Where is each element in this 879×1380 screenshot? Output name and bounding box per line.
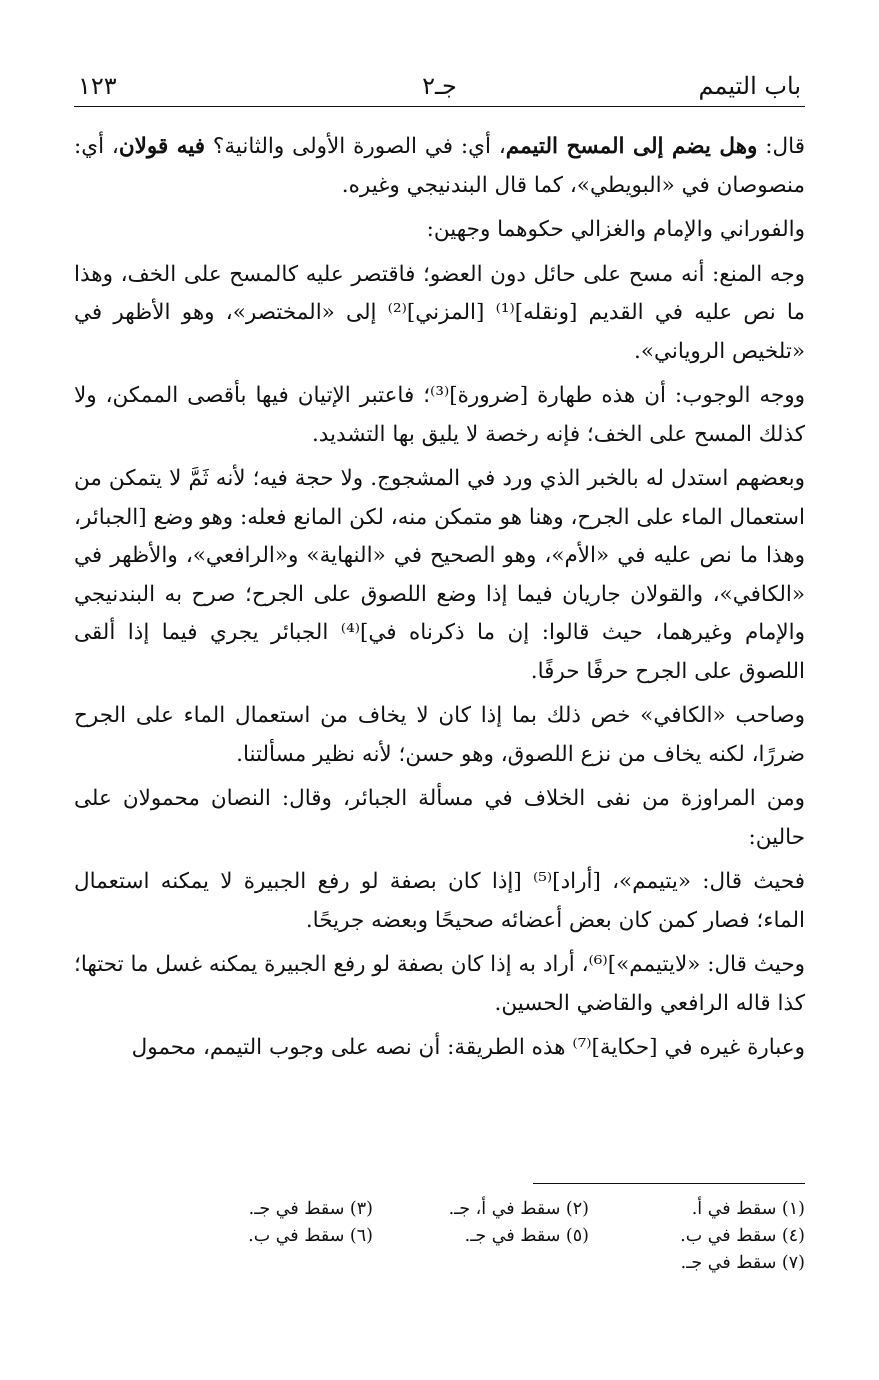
footnote-row [155, 1223, 805, 1250]
paragraph [74, 863, 805, 940]
paragraph [74, 211, 805, 250]
paragraph [74, 377, 805, 454]
text-run: وحيث قال: «لايتيمم»]⁽⁶⁾، أراد به إذا كان بصفة لو رفع الجبيرة يمكنه غسل ما تحتها؛ كذا قاله الرافعي والقاضي الحسين. [74, 952, 805, 1016]
footnote: (١) سقط في أ. [691, 1199, 805, 1219]
text-run: قال: [757, 134, 805, 159]
bold-text: وهل يضم إلى المسح التيمم [505, 134, 758, 159]
text-run: ، أي: منصوصان في «البويطي»، كما قال البندنيجي وغيره. [74, 134, 805, 198]
text-run: فحيث قال: «يتيمم»، [أراد]⁽⁵⁾ [إذا كان بصفة لو رفع الجبيرة لا يمكنه استعمال الماء؛ فصار كمن كان بعض أعضائه صحيحًا وبعضه جريحًا. [74, 869, 805, 933]
page-number: ١٢٣ [78, 72, 117, 100]
running-header [78, 60, 801, 104]
paragraph [74, 460, 805, 691]
footnote: (٣) سقط في جـ. [248, 1199, 373, 1219]
text-run: وبعضهم استدل له بالخبر الذي ورد في المشجوج. ولا حجة فيه؛ لأنه ثَمَّ لا يتمكن من استعمال الماء على الجرح، وهنا هو متمكن منه، لكن المانع فعله: وهو وضع [الجبائر، وهذا ما نص عليه في «الأم»، وهو الصحيح في «النهاية» و«الرافعي»، والأظهر في «الكافي»، والقولان جاريان فيما إذا وضع اللصوق على الجرح؛ صرح به البندنيجي والإمام وغيرهما، حيث قالوا: إن ما ذكرناه في]⁽⁴⁾ الجبائر يجري فيما إذا ألقى اللصوق على الجرح حرفًا حرفًا. [74, 466, 805, 684]
paragraph [74, 256, 805, 372]
paragraph [74, 697, 805, 774]
footnotes [155, 1196, 805, 1277]
footnote-row [155, 1250, 805, 1277]
header-rule [74, 106, 805, 107]
footnote: (٧) سقط في جـ. [680, 1253, 805, 1273]
text-run: ومن المراوزة من نفى الخلاف في مسألة الجبائر، وقال: النصان محمولان على حالين: [74, 786, 805, 850]
footnote: (٤) سقط في ب. [680, 1226, 805, 1246]
text-run: وصاحب «الكافي» خص ذلك بما إذا كان لا يخاف من استعمال الماء على الجرح ضررًا، لكنه يخاف من نزع اللصوق، وهو حسن؛ لأنه نظير مسألتنا. [74, 703, 805, 767]
paragraph [74, 1029, 805, 1068]
paragraph [74, 128, 805, 205]
text-run: وجه المنع: أنه مسح على حائل دون العضو؛ فاقتصر عليه كالمسح على الخف، وهذا ما نص عليه في القديم [ونقله]⁽¹⁾ [المزني]⁽²⁾ إلى «المختصر»، وهو الأظهر في «تلخيص الروياني». [74, 261, 805, 364]
footnote: (٥) سقط في جـ. [464, 1226, 589, 1246]
footnote: (٢) سقط في أ، جـ. [448, 1199, 589, 1219]
paragraph [74, 780, 805, 857]
text-run: ، أي: في الصورة الأولى والثانية؟ [205, 134, 506, 159]
main-text [74, 128, 805, 1074]
text-run: ووجه الوجوب: أن هذه طهارة [ضرورة]⁽³⁾؛ فاعتبر الإتيان فيها بأقصى الممكن، ولا كذلك المسح على الخف؛ فإنه رخصة لا يليق بها التشديد. [74, 383, 805, 447]
chapter-title: باب التيمم [698, 72, 801, 100]
footnote: (٦) سقط في ب. [248, 1226, 373, 1246]
bold-text: فيه قولان [118, 134, 206, 159]
text-run: والفوراني والإمام والغزالي حكوهما وجهين: [426, 217, 805, 242]
footnote-row [155, 1196, 805, 1223]
footnote-rule [533, 1183, 805, 1184]
text-run: وعبارة غيره في [حكاية]⁽⁷⁾ هذه الطريقة: أن نصه على وجوب التيمم، محمول [131, 1035, 805, 1060]
paragraph [74, 946, 805, 1023]
volume-label: جـ٢ [422, 72, 457, 100]
